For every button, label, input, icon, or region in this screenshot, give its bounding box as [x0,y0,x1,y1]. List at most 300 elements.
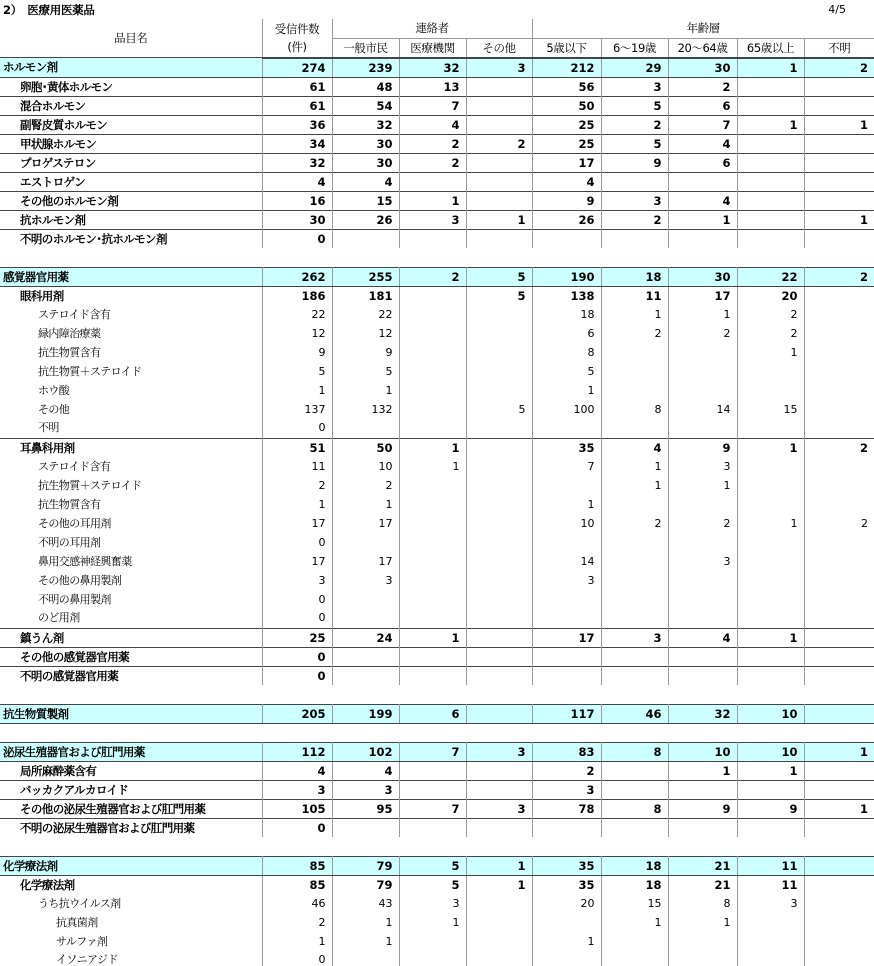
table-row [0,533,874,552]
header-contact-public: 一般市民 [332,38,399,58]
cell-value: 4 [332,761,399,780]
cell-value [804,609,874,628]
row-label: ステロイド含有 [0,305,262,324]
cell-value: 2 [262,476,332,495]
row-label: 不明の耳用剤 [0,533,262,552]
cell-value [804,571,874,590]
cell-value [466,685,532,704]
row-label: 不明の感覚器官用薬 [0,666,262,685]
spacer-row [0,837,874,856]
cell-value: 83 [532,742,601,761]
cell-value [399,571,466,590]
cell-value [399,476,466,495]
cell-value: 30 [262,210,332,229]
row-label: その他の耳用剤 [0,514,262,533]
cell-value [466,552,532,571]
cell-value: 78 [532,799,601,818]
cell-value [804,647,874,666]
table-row [0,514,874,533]
table-row [0,628,874,647]
cell-value: 4 [668,134,737,153]
cell-value: 212 [532,58,601,78]
cell-value: 10 [737,742,804,761]
cell-value [737,666,804,685]
cell-value: 13 [399,77,466,96]
cell-value: 30 [332,153,399,172]
cell-value [466,913,532,932]
cell-value: 1 [399,191,466,210]
cell-value [601,362,668,381]
table-row [0,419,874,438]
cell-value [804,875,874,894]
row-label: プロゲステロン [0,153,262,172]
cell-value: 117 [532,704,601,723]
cell-value [332,590,399,609]
cell-value [668,951,737,966]
cell-value: 15 [332,191,399,210]
cell-value [466,438,532,457]
cell-value: 24 [332,628,399,647]
cell-value [668,381,737,400]
table-row [0,457,874,476]
cell-value: 1 [737,115,804,134]
cell-value [668,609,737,628]
cell-value: 0 [262,609,332,628]
cell-value [466,932,532,951]
cell-value: 1 [668,913,737,932]
cell-value [332,723,399,742]
cell-value [804,552,874,571]
table-body [0,58,874,966]
cell-value [804,457,874,476]
table-row [0,153,874,172]
cell-value: 1 [332,932,399,951]
cell-value: 2 [399,153,466,172]
cell-value [804,191,874,210]
cell-value [804,951,874,966]
cell-value: 6 [399,704,466,723]
cell-value [332,248,399,267]
table-row [0,818,874,837]
table-row [0,172,874,191]
header-received-unit: (件) [262,38,332,58]
row-label: 卵胞･黄体ホルモン [0,77,262,96]
cell-value [804,400,874,419]
cell-value: 5 [466,286,532,305]
cell-value [466,191,532,210]
header-contact-group: 連絡者 [332,19,532,38]
cell-value [737,932,804,951]
cell-value: 17 [332,514,399,533]
cell-value: 1 [466,210,532,229]
table-row [0,552,874,571]
cell-value: 138 [532,286,601,305]
cell-value: 2 [804,438,874,457]
cell-value: 5 [399,875,466,894]
cell-value: 2 [601,115,668,134]
cell-value: 262 [262,267,332,286]
cell-value: 3 [532,571,601,590]
cell-value: 10 [668,742,737,761]
row-label: その他の鼻用製剤 [0,571,262,590]
cell-value: 17 [532,628,601,647]
cell-value: 2 [532,761,601,780]
row-label: 緑内障治療薬 [0,324,262,343]
cell-value [332,837,399,856]
cell-value [668,533,737,552]
cell-value: 7 [532,457,601,476]
cell-value: 2 [601,210,668,229]
row-label: 眼科用剤 [0,286,262,305]
cell-value: 85 [262,856,332,875]
cell-value [466,476,532,495]
cell-value: 100 [532,400,601,419]
cell-value [601,685,668,704]
cell-value [668,723,737,742]
cell-value [466,837,532,856]
cell-value: 2 [399,134,466,153]
cell-value: 2 [804,267,874,286]
row-label: その他 [0,400,262,419]
cell-value [737,210,804,229]
cell-value: 15 [601,894,668,913]
cell-value: 1 [601,913,668,932]
row-label: 不明 [0,419,262,438]
cell-value: 2 [668,514,737,533]
table-row [0,894,874,913]
cell-value [668,932,737,951]
cell-value: 11 [737,856,804,875]
cell-value [532,685,601,704]
cell-value [332,647,399,666]
section-title: 2） 医療用医薬品 [3,3,95,17]
cell-value: 1 [332,495,399,514]
header-contact-other: その他 [466,38,532,58]
row-label: ホウ酸 [0,381,262,400]
cell-value [668,685,737,704]
cell-value [332,685,399,704]
row-label: 抗生物質含有 [0,343,262,362]
table-row [0,799,874,818]
cell-value [466,343,532,362]
table-row [0,913,874,932]
cell-value [399,552,466,571]
cell-value [332,818,399,837]
cell-value [601,666,668,685]
row-label: 抗生物質含有 [0,495,262,514]
cell-value: 3 [466,58,532,78]
cell-value: 54 [332,96,399,115]
cell-value [399,685,466,704]
header-received: 受信件数 [262,19,332,38]
cell-value [399,723,466,742]
cell-value [804,837,874,856]
cell-value [466,153,532,172]
cell-value: 32 [668,704,737,723]
cell-value [532,913,601,932]
cell-value: 0 [262,951,332,966]
cell-value [737,134,804,153]
row-label: 不明の泌尿生殖器官および肛門用薬 [0,818,262,837]
table-row [0,609,874,628]
cell-value [668,666,737,685]
cell-value [262,837,332,856]
cell-value [399,780,466,799]
cell-value: 5 [601,96,668,115]
cell-value: 2 [262,913,332,932]
cell-value [737,533,804,552]
cell-value [399,495,466,514]
cell-value: 6 [668,153,737,172]
cell-value [804,419,874,438]
cell-value: 1 [399,457,466,476]
cell-value: 8 [601,400,668,419]
page-number: 4/5 [828,3,846,16]
cell-value [804,780,874,799]
row-label [0,723,262,742]
cell-value [532,666,601,685]
cell-value: 1 [262,381,332,400]
cell-value: 35 [532,438,601,457]
row-label: 抗生物質＋ステロイド [0,476,262,495]
row-label: 感覚器官用薬 [0,267,262,286]
cell-value [466,324,532,343]
cell-value: 2 [804,58,874,78]
cell-value: 8 [601,742,668,761]
cell-value: 1 [532,381,601,400]
cell-value: 186 [262,286,332,305]
cell-value [737,590,804,609]
cell-value [601,818,668,837]
cell-value [737,647,804,666]
cell-value: 3 [601,77,668,96]
header-age-6-19: 6～19歳 [601,38,668,58]
cell-value [332,609,399,628]
cell-value [804,305,874,324]
cell-value [737,571,804,590]
cell-value: 3 [668,552,737,571]
cell-value [466,495,532,514]
header-age-unknown: 不明 [804,38,874,58]
cell-value [668,590,737,609]
cell-value [668,343,737,362]
cell-value [804,628,874,647]
cell-value: 18 [601,267,668,286]
cell-value: 274 [262,58,332,78]
row-label: 副腎皮質ホルモン [0,115,262,134]
cell-value [804,343,874,362]
cell-value: 9 [601,153,668,172]
cell-value: 3 [466,742,532,761]
row-label: ホルモン剤 [0,58,262,78]
table-row [0,134,874,153]
row-label: その他の感覚器官用薬 [0,647,262,666]
cell-value: 1 [737,438,804,457]
cell-value [466,761,532,780]
cell-value [601,571,668,590]
cell-value [668,780,737,799]
cell-value: 3 [332,571,399,590]
cell-value: 11 [601,286,668,305]
cell-value: 3 [399,894,466,913]
cell-value: 1 [668,761,737,780]
cell-value: 0 [262,590,332,609]
cell-value [466,818,532,837]
table-row [0,381,874,400]
table-row [0,286,874,305]
cell-value [668,495,737,514]
cell-value: 3 [262,571,332,590]
cell-value: 2 [737,324,804,343]
cell-value [804,229,874,248]
cell-value: 79 [332,875,399,894]
cell-value [601,761,668,780]
table-row [0,305,874,324]
table-row [0,96,874,115]
category-row [0,267,874,286]
cell-value [804,324,874,343]
cell-value: 1 [804,115,874,134]
cell-value [466,248,532,267]
cell-value: 46 [601,704,668,723]
cell-value [668,647,737,666]
table-row [0,647,874,666]
cell-value: 2 [861,516,869,530]
cell-value [804,533,874,552]
cell-value [737,457,804,476]
category-row [0,704,874,723]
cell-value: 79 [332,856,399,875]
cell-value: 102 [332,742,399,761]
cell-value [601,837,668,856]
cell-value: 10 [532,514,601,533]
cell-value [399,533,466,552]
table-row [0,875,874,894]
cell-value [466,457,532,476]
cell-value: 11 [262,457,332,476]
cell-value: 2 [668,77,737,96]
statistics-table [0,19,874,966]
row-label: 化学療法剤 [0,875,262,894]
cell-value [668,362,737,381]
cell-value: 5 [466,400,532,419]
cell-value: 7 [668,115,737,134]
cell-value: 1 [737,343,804,362]
cell-value: 5 [466,267,532,286]
cell-value: 5 [601,134,668,153]
cell-value [804,172,874,191]
cell-value [804,913,874,932]
cell-value: 5 [532,362,601,381]
cell-value [737,685,804,704]
cell-value: 105 [262,799,332,818]
cell-value [399,172,466,191]
table-row [0,324,874,343]
cell-value: 15 [737,400,804,419]
cell-value [601,229,668,248]
cell-value: 2 [332,476,399,495]
cell-value [601,951,668,966]
cell-value: 9 [262,343,332,362]
cell-value [466,362,532,381]
cell-value [737,913,804,932]
cell-value: 112 [262,742,332,761]
cell-value: 21 [668,875,737,894]
row-label: バッカクアルカロイド [0,780,262,799]
row-label: エストロゲン [0,172,262,191]
cell-value: 0 [262,229,332,248]
cell-value [466,381,532,400]
cell-value [399,305,466,324]
row-label [0,248,262,267]
cell-value: 51 [262,438,332,457]
cell-value [804,704,874,723]
cell-value [737,419,804,438]
table-row [0,495,874,514]
cell-value [601,780,668,799]
cell-value [601,647,668,666]
cell-value: 48 [332,77,399,96]
cell-value [601,495,668,514]
cell-value: 34 [262,134,332,153]
cell-value: 12 [332,324,399,343]
cell-value: 3 [399,210,466,229]
row-label: その他のホルモン剤 [0,191,262,210]
cell-value: 30 [332,134,399,153]
cell-value: 2 [601,514,668,533]
cell-value: 1 [668,305,737,324]
cell-value [399,951,466,966]
table-row [0,932,874,951]
cell-value: 4 [262,761,332,780]
cell-value [804,153,874,172]
row-label: 抗生物質製剤 [0,704,262,723]
cell-value: 22 [262,305,332,324]
cell-value: 9 [668,799,737,818]
cell-value [332,533,399,552]
row-label: 不明のホルモン･抗ホルモン剤 [0,229,262,248]
row-label: 局所麻酔薬含有 [0,761,262,780]
cell-value: 239 [332,58,399,78]
cell-value [399,229,466,248]
cell-value: 9 [532,191,601,210]
table-row [0,77,874,96]
cell-value [804,134,874,153]
cell-value [466,514,532,533]
cell-value: 35 [532,875,601,894]
row-label: 抗真菌剤 [0,913,262,932]
cell-value: 137 [262,400,332,419]
cell-value: 255 [332,267,399,286]
cell-value: 2 [466,134,532,153]
cell-value [737,381,804,400]
cell-value [601,419,668,438]
row-label: うち抗ウイルス剤 [0,894,262,913]
cell-value: 2 [737,305,804,324]
cell-value [466,96,532,115]
cell-value: 8 [532,343,601,362]
cell-value: 14 [532,552,601,571]
cell-value: 5 [332,362,399,381]
cell-value [466,666,532,685]
row-label: 鎮うん剤 [0,628,262,647]
cell-value [804,590,874,609]
cell-value: 32 [399,58,466,78]
row-label: 抗ホルモン剤 [0,210,262,229]
cell-value [332,419,399,438]
cell-value [466,723,532,742]
cell-value [532,647,601,666]
